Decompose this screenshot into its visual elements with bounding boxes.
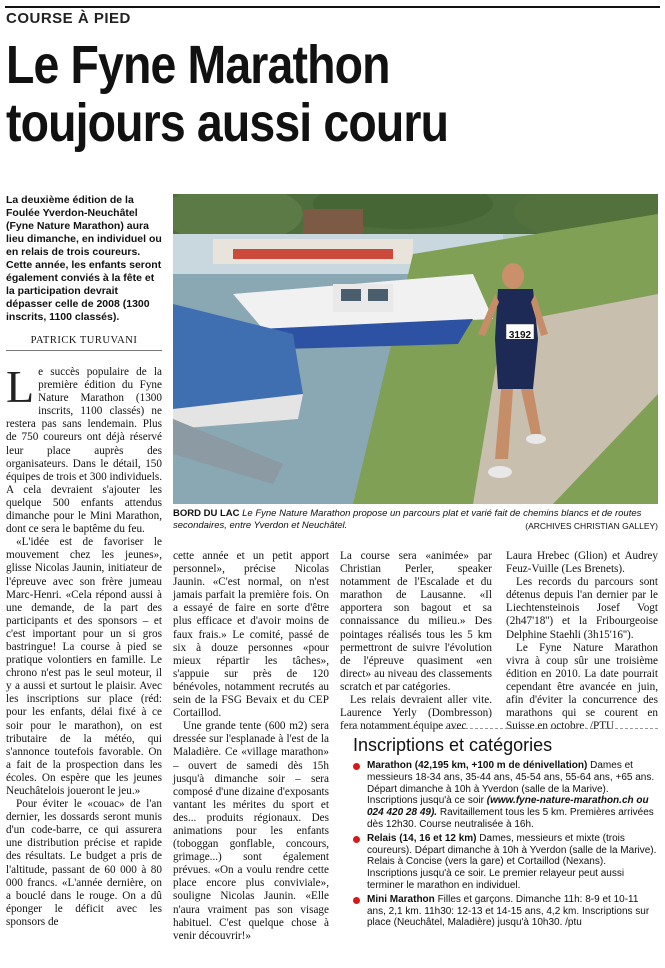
col3-paragraph-2: Les relais devraient aller vite. Laurence Yerly (Dombresson) fera notamment équipe avec bbox=[340, 694, 492, 733]
col1-paragraph-1: e succès populaire de la première édition du Fyne Nature Marathon (1300 inscrits, 1100 classés) ne restera pas sans lendemain. Plus de 750 coureurs ont déjà réservé leur place auprès des organisateurs. Dans le détail, 150 équipes de trois et 300 individuels. A cela devraient s'ajouter les quelque 500 enfants attendus dimanche pour le Mini Marathon, dont ce sera le baptême du feu. bbox=[6, 366, 162, 536]
item-heading: Marathon (42,195 km, +100 m de dénivellation) bbox=[367, 760, 588, 771]
item-text: Dames, messieurs et mixte (trois coureurs). Départ dimanche à 10h à Yverdon (salle de la Marive). Relais à Concise (vers la gare) et Cortaillod (Nexans). Inscriptions jusqu'à ce soir. Le premier relayeur peut aussi terminer le marathon en individuel. bbox=[367, 832, 657, 891]
caption-text: Le Fyne Nature Marathon propose un parcours plat et varié fait de chemins blancs et de routes secondaires, entre Yverdon et Neuchâtel. bbox=[173, 508, 642, 531]
runner-bib-number: 3192 bbox=[508, 330, 532, 341]
article-column-1 bbox=[6, 361, 162, 929]
category-item-marathon bbox=[353, 760, 658, 831]
category-item-relais bbox=[353, 833, 658, 892]
photo-illustration bbox=[173, 194, 658, 504]
lede: La deuxième édition de la Foulée Yverdon-Neuchâtel (Fyne Nature Marathon) aura lieu dimanche, en individuel ou en relais de trois coureurs. Cette année, les enfants seront également conviés à la fête et la participation devrait dépasser celle de 2008 (1300 inscrits, 1100 classés). bbox=[6, 194, 162, 323]
col1-paragraph-3: Pour éviter le «couac» de l'an dernier, les dossards seront munis d'un code-barre, ce qui assurera une distribution précise et rapide des résultats. Le budget a pris de l'altitude, passant de 60 000 à 80 000 francs. «L'année dernière, on a bouclé dans le rouge. On a dû éponger le déficit avec les sponsors de bbox=[6, 798, 162, 928]
col2-paragraph-2: Une grande tente (600 m2) sera dressée sur l'esplanade à l'est de la Maladière. Ce «village marathon» – ouvert de samedi dès 15h jusqu'à dimanche soir – sera composé d'une dizaine d'exposants vantant les mérites du sport et des... produits régionaux. Des animations pour les enfants (toboggan gonflable, concours, grimage...) sont également prévues. «On a voulu rendre cette place encore plus conviviale», souligne Nicolas Jaunin. «Elle n'aura vraiment pas son visage habituel. C'est quelque chose à venir découvrir!» bbox=[173, 720, 329, 942]
col4-paragraph-1: Laura Hrebec (Glion) et Audrey Feuz-Vuille (Les Brenets). bbox=[506, 550, 658, 576]
headline bbox=[6, 36, 565, 152]
item-heading: Mini Marathon bbox=[367, 893, 435, 905]
col3-paragraph-1: La course sera «animée» par Christian Perler, speaker notamment de l'Escalade et du marathon de Lausanne. «Il apportera son bagout et sa connaissance du milieu.» Des pointages réalisés tous les 5 km permettront de suivre l'évolution de l'épreuve quasiment «en direct» au niveau des classements scratch et par catégories. bbox=[340, 550, 492, 693]
race-photo bbox=[173, 194, 658, 504]
bullet-icon bbox=[353, 836, 360, 843]
headline-line-2: toujours aussi couru bbox=[6, 93, 449, 153]
article-column-4 bbox=[506, 550, 658, 733]
bullet-icon bbox=[353, 763, 360, 770]
col4-paragraph-2: Les records du parcours sont détenus depuis l'an dernier par le Liechtensteinois Josef Vogt (2h47'18'') et la Fribourgeoise Delphine Staehli (3h15'16''). bbox=[506, 576, 658, 641]
category-item-mini-marathon bbox=[353, 894, 658, 929]
drop-cap: L bbox=[6, 361, 35, 412]
article-column-2 bbox=[173, 550, 329, 943]
photo-credit: (ARCHIVES CHRISTIAN GALLEY) bbox=[525, 521, 658, 531]
top-rule bbox=[5, 6, 660, 8]
headline-line-1: Le Fyne Marathon bbox=[6, 35, 390, 95]
caption-head: BORD DU LAC bbox=[173, 508, 240, 519]
info-box-title: Inscriptions et catégories bbox=[353, 735, 553, 755]
section-rubric: COURSE À PIED bbox=[6, 10, 131, 27]
item-link[interactable]: (www.fyne-nature-marathon.ch ou 024 420 28 49). bbox=[367, 795, 649, 819]
col2-paragraph-1: cette année et un petit apport personnel», précise Nicolas Jaunin. «C'est normal, on n'est jamais parfait la première fois. On a essayé de faire en sorte d'être plus efficace et d'avoir moins de faux frais.» Le comité, passé de six à douze personnes «pour mieux répartir les tâches», s'appuie sur près de 120 bénévoles, notamment recrutés au sein de la FSG Bevaix et du CEP Cortaillod. bbox=[173, 550, 329, 720]
bullet-icon bbox=[353, 897, 360, 904]
col4-paragraph-3: Le Fyne Nature Marathon vivra à coup sûr une troisième édition en 2010. La date pourrait cependant être avancée en juin, afin d'éviter la concurrence des marathons qui se courent en Suisse en octobre. /PTU bbox=[506, 641, 658, 733]
byline: PATRICK TURUVANI bbox=[6, 335, 162, 351]
item-tail: Ravitaillement tous les 5 km. Premières arrivées dès 12h30. Course neutralisée à 16h. bbox=[367, 807, 654, 830]
article-column-3 bbox=[340, 550, 492, 733]
item-text: Filles et garçons. Dimanche 11h: 8-9 et 10-11 ans, 2,1 km. 11h30: 12-13 et 14-15 ans, 4,2 km. Inscriptions sur place (Neuchâtel, Maladière) jusqu'à 10h30. /ptu bbox=[367, 893, 650, 929]
item-heading: Relais (14, 16 et 12 km) bbox=[367, 832, 477, 844]
info-box bbox=[345, 728, 658, 961]
photo-caption bbox=[173, 508, 658, 532]
item-text: Dames et messieurs 18-34 ans, 35-44 ans, 45-54 ans, 55-64 ans, +65 ans. Départ dimanche à 10h à Yverdon (salle de la Marive). Inscriptions jusqu'à ce soir bbox=[367, 760, 655, 807]
col1-paragraph-2: «L'idée est de favoriser le mouvement chez les jeunes», glisse Nicolas Jaunin, initiateur de l'épreuve avec son frère jumeau Marc-Henri. «Cela répond aussi à une demande, de la part des participants et des sponsors – et c'est important pour un si gros bastringue! La course à pied se pratique volontiers en famille. Le chrono n'est pas le seul moteur, il y a aussi et surtout le plaisir. Avec les inscriptions sur place (réd: pour les enfants, délai fixé à ce soir pour le marathon), on est tributaire de la météo, qui s'annonce toutefois favorable. On a fait de la prospection dans les écoles. On espère que les jeunes Neuchâtelois joueront le jeu.» bbox=[6, 536, 162, 797]
